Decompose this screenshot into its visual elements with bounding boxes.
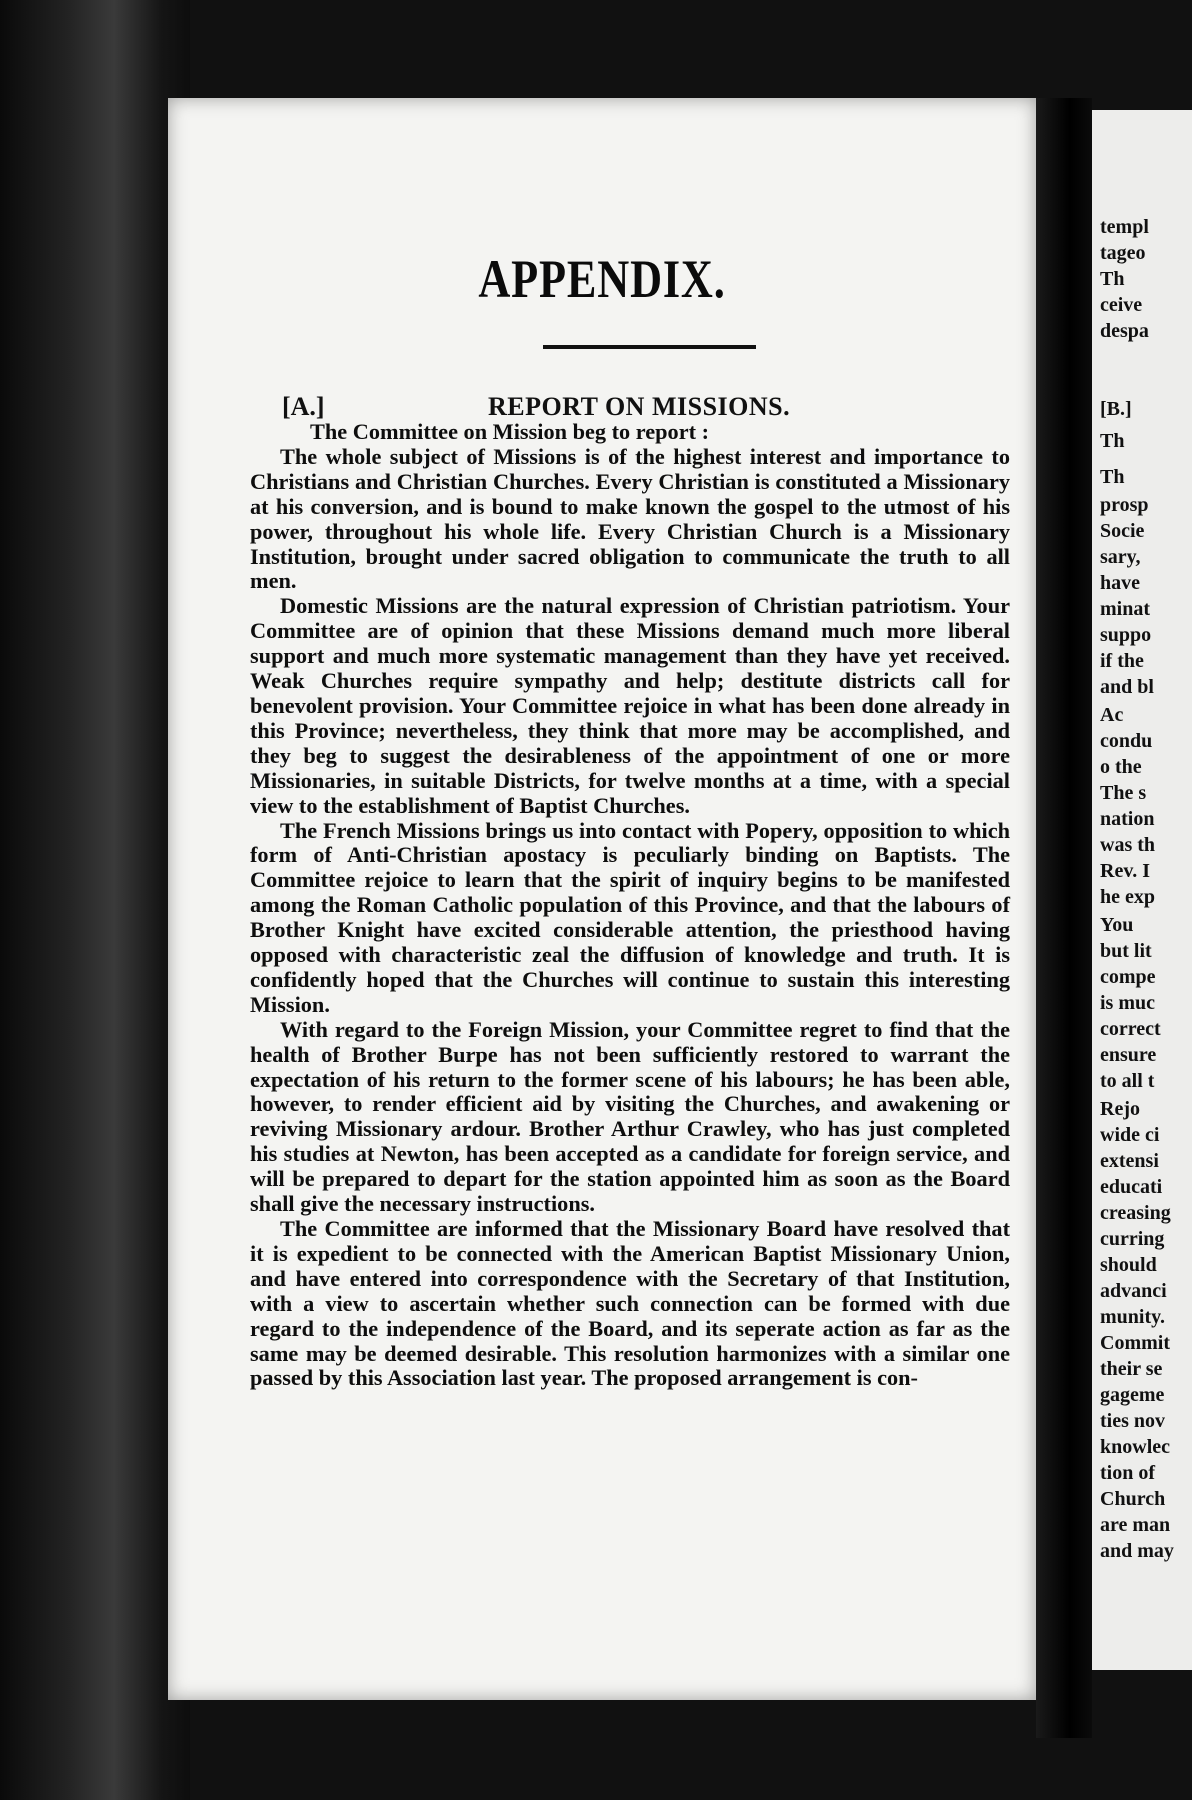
adjacent-page-line: their se <box>1100 1358 1163 1380</box>
adjacent-page-line: despa <box>1100 320 1149 342</box>
paragraph: With regard to the Foreign Mission, your Committee regret to find that the health of Brother Burpe has not been sufficiently restored to warrant the expectation of his return to the former scene of his labours; he has been able, however, to render efficient aid by visiting the Churches, and awakening or reviving Missionary ardour. Brother Arthur Crawley, who has just completed his studies at Newton, has been accepted as a candidate for foreign service, and will be prepared to depart for the station appointed him as soon as the Board shall give the necessary instructions. <box>250 1016 1010 1217</box>
adjacent-page-line: Rev. I <box>1100 860 1150 882</box>
adjacent-page-line: [B.] <box>1100 398 1132 420</box>
adjacent-page-line: prosp <box>1100 494 1149 516</box>
adjacent-page-line: was th <box>1100 834 1156 856</box>
scan-background-left <box>0 0 190 1800</box>
adjacent-page-line: Church <box>1100 1488 1166 1510</box>
adjacent-page-line: o the <box>1100 756 1142 778</box>
adjacent-page-line: ensure <box>1100 1044 1157 1066</box>
adjacent-page-line: Socie <box>1100 520 1145 542</box>
adjacent-page-line: minat <box>1100 598 1150 620</box>
paragraph: The French Missions brings us into contact with Popery, opposition to which form of Anti-Christian apostacy is peculiarly binding on Baptists. The Committee rejoice to learn that the spirit of inquiry begins to be manifested among the Roman Catholic population of this Province, and that the labours of Brother Knight have excited considerable attention, the priesthood having opposed with characteristic zeal the diffusion of knowledge and truth. It is confidently hoped that the Churches will continue to sustain this interesting Mission. <box>250 817 1010 1017</box>
adjacent-page-line: compe <box>1100 966 1156 988</box>
section-title: REPORT ON MISSIONS. <box>488 392 791 421</box>
adjacent-page-line: ceive <box>1100 294 1143 316</box>
adjacent-page-line: to all t <box>1100 1070 1155 1092</box>
adjacent-page-line: tageo <box>1100 242 1146 264</box>
adjacent-page-line: and bl <box>1100 676 1154 698</box>
adjacent-page-line: Th <box>1100 466 1125 488</box>
adjacent-page-line: Th <box>1100 268 1125 290</box>
adjacent-page-line: have <box>1100 572 1140 594</box>
adjacent-page-line: Th <box>1100 430 1125 452</box>
heading-rule <box>543 345 756 349</box>
adjacent-page-line: Commit <box>1100 1332 1170 1354</box>
adjacent-page-line: condu <box>1100 730 1153 752</box>
adjacent-page-line: munity. <box>1100 1306 1166 1328</box>
adjacent-page-line: knowlec <box>1100 1436 1170 1458</box>
adjacent-page-line: educati <box>1100 1176 1163 1198</box>
paragraph: The Committee on Mission beg to report : <box>310 419 710 444</box>
adjacent-page-line: he exp <box>1100 886 1155 908</box>
page-gutter <box>1036 98 1092 1738</box>
adjacent-page-line: templ <box>1100 216 1149 238</box>
adjacent-page-line: extensi <box>1100 1150 1159 1172</box>
adjacent-page-line: Rejo <box>1100 1098 1140 1120</box>
adjacent-page-line: and may <box>1100 1540 1174 1562</box>
adjacent-page-line: are man <box>1100 1514 1171 1536</box>
adjacent-page-line: if the <box>1100 650 1144 672</box>
adjacent-page-line: gageme <box>1100 1384 1165 1406</box>
adjacent-page-line: creasing <box>1100 1202 1171 1224</box>
adjacent-page-line: but lit <box>1100 940 1152 962</box>
adjacent-page-line: tion of <box>1100 1462 1155 1484</box>
paragraph: The Committee are informed that the Missionary Board have resolved that it is expedient to be connected with the American Baptist Missionary Union, and have entered into correspondence with the Secretary of that Institution, with a view to ascertain whether such connection can be formed with due regard to the independence of the Board, and its seperate action as far as the same may be deemed desirable. This resolution harmonizes with a similar one passed by this Association last year. The proposed arrangement is con- <box>250 1216 1010 1391</box>
adjacent-page-line: sary, <box>1100 546 1141 568</box>
adjacent-page-line: correct <box>1100 1018 1161 1040</box>
adjacent-page-line: wide ci <box>1100 1124 1160 1146</box>
adjacent-page-line: curring <box>1100 1228 1165 1250</box>
adjacent-page-line: suppo <box>1100 624 1152 646</box>
paragraph: The whole subject of Missions is of the highest interest and importance to Christians and Christian Churches. Every Christian is constituted a Missionary at his conversion, and is bound to make known the gospel to the utmost of his power, throughout his whole life. Every Christian Church is a Missionary Institution, brought under sacred obligation to communicate the truth to all men. <box>250 443 1010 594</box>
page-heading: APPENDIX. <box>478 249 726 309</box>
adjacent-page-line: should <box>1100 1254 1157 1276</box>
adjacent-page-line: ties nov <box>1100 1410 1165 1432</box>
adjacent-page-line: You <box>1100 914 1134 936</box>
adjacent-page-line: is muc <box>1100 992 1155 1014</box>
section-mark: [A.] <box>282 392 325 421</box>
report-body <box>250 420 1010 1391</box>
adjacent-page-line: Ac <box>1100 704 1124 726</box>
adjacent-page-line: advanci <box>1100 1280 1167 1302</box>
paragraph: Domestic Missions are the natural expression of Christian patriotism. Your Committee are of opinion that these Missions demand much more liberal support and much more systematic management than they have yet received. Weak Churches require sympathy and help; destitute districts call for benevolent provision. Your Committee rejoice in what has been done already in this Province; nevertheless, they think that more may be accomplished, and they beg to suggest the desirableness of the appointment of one or more Missionaries, in suitable Districts, for twelve months at a time, with a special view to the establishment of Baptist Churches. <box>250 593 1010 818</box>
adjacent-page-line: nation <box>1100 808 1155 830</box>
adjacent-page-fragment <box>1092 110 1192 1670</box>
adjacent-page-line: The s <box>1100 782 1147 804</box>
